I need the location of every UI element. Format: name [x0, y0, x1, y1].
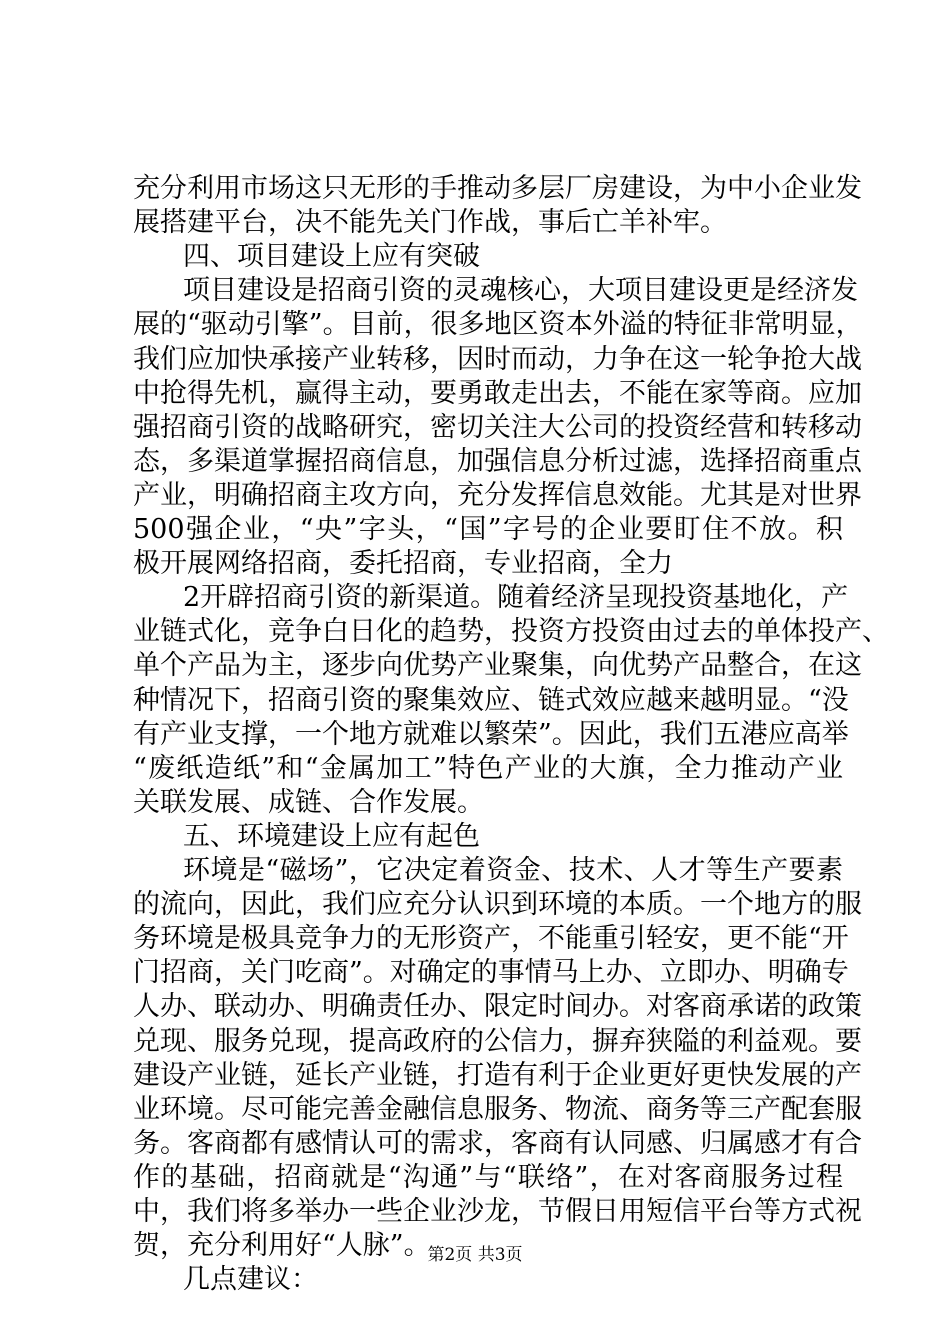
- text-line: 作的基础，招商就是“沟通”与“联络”，在对客商服务过程: [133, 1161, 843, 1193]
- text-line: 门招商，关门吃商”。对确定的事情马上办、立即办、明确专: [133, 957, 849, 989]
- text-line: 我们应加快承接产业转移，因时而动，力争在这一轮争抢大战: [133, 343, 862, 375]
- text-line: 务。客商都有感情认可的需求，客商有认同感、归属感才有合: [133, 1127, 862, 1159]
- text-line: 几点建议：: [183, 1264, 318, 1296]
- text-line: 的流向，因此，我们应充分认识到环境的本质。一个地方的服: [133, 889, 862, 921]
- text-line: 态，多渠道掌握招商信息，加强信息分析过滤，选择招商重点: [133, 445, 862, 477]
- text-line: 2开辟招商引资的新渠道。随着经济呈现投资基地化，产: [183, 582, 849, 614]
- text-line: 关联发展、成链、合作发展。: [133, 786, 484, 818]
- text-line: 有产业支撑，一个地方就难以繁荣”。因此，我们五港应高举: [133, 718, 849, 750]
- text-line: “废纸造纸”和“金属加工”特色产业的大旗，全力推动产业: [133, 752, 843, 784]
- text-line: 四、项目建设上应有突破: [183, 241, 480, 273]
- text-line: 展的“驱动引擎”。目前，很多地区资本外溢的特征非常明显，: [133, 309, 863, 341]
- text-line: 展搭建平台，决不能先关门作战，事后亡羊补牢。: [133, 207, 727, 239]
- text-line: 单个产品为主，逐步向优势产业聚集，向优势产品整合，在这: [133, 650, 862, 682]
- text-line: 兑现、服务兑现，提高政府的公信力，摒弃狭隘的利益观。要: [133, 1025, 862, 1057]
- text-line: 建设产业链，延长产业链，打造有利于企业更好更快发展的产: [133, 1059, 862, 1091]
- text-line: 五、环境建设上应有起色: [183, 820, 480, 852]
- text-line: 500强企业，“央”字头，“国”字号的企业要盯住不放。积: [133, 514, 843, 545]
- text-line: 务环境是极具竞争力的无形资产，不能重引轻安，更不能“开: [133, 923, 849, 955]
- text-line: 人办、联动办、明确责任办、限定时间办。对客商承诺的政策: [133, 991, 862, 1023]
- text-line: 环境是“磁场”，它决定着资金、技术、人才等生产要素: [183, 855, 843, 886]
- text-line: 种情况下，招商引资的聚集效应、链式效应越来越明显。“没: [133, 684, 849, 716]
- text-line: 产业，明确招商主攻方向，充分发挥信息效能。尤其是对世界: [133, 479, 862, 511]
- text-line: 充分利用市场这只无形的手推动多层厂房建设，为中小企业发: [133, 173, 862, 204]
- text-line: 中抢得先机，赢得主动，要勇敢走出去，不能在家等商。应加: [133, 377, 862, 409]
- text-line: 强招商引资的战略研究，密切关注大公司的投资经营和转移动: [133, 411, 862, 443]
- text-line: 项目建设是招商引资的灵魂核心，大项目建设更是经济发: [183, 275, 858, 307]
- text-line: 业链式化，竞争白日化的趋势，投资方投资由过去的单体投产、: [133, 616, 889, 648]
- text-line: 中，我们将多举办一些企业沙龙，节假日用短信平台等方式祝: [133, 1196, 862, 1227]
- text-line: 业环境。尽可能完善金融信息服务、物流、商务等三产配套服: [133, 1093, 862, 1125]
- page-footer: 第2页 共3页: [427, 1245, 523, 1265]
- text-line: 贺，充分利用好“人脉”。: [133, 1230, 431, 1262]
- text-line: 极开展网络招商，委托招商，专业招商，全力: [133, 548, 673, 580]
